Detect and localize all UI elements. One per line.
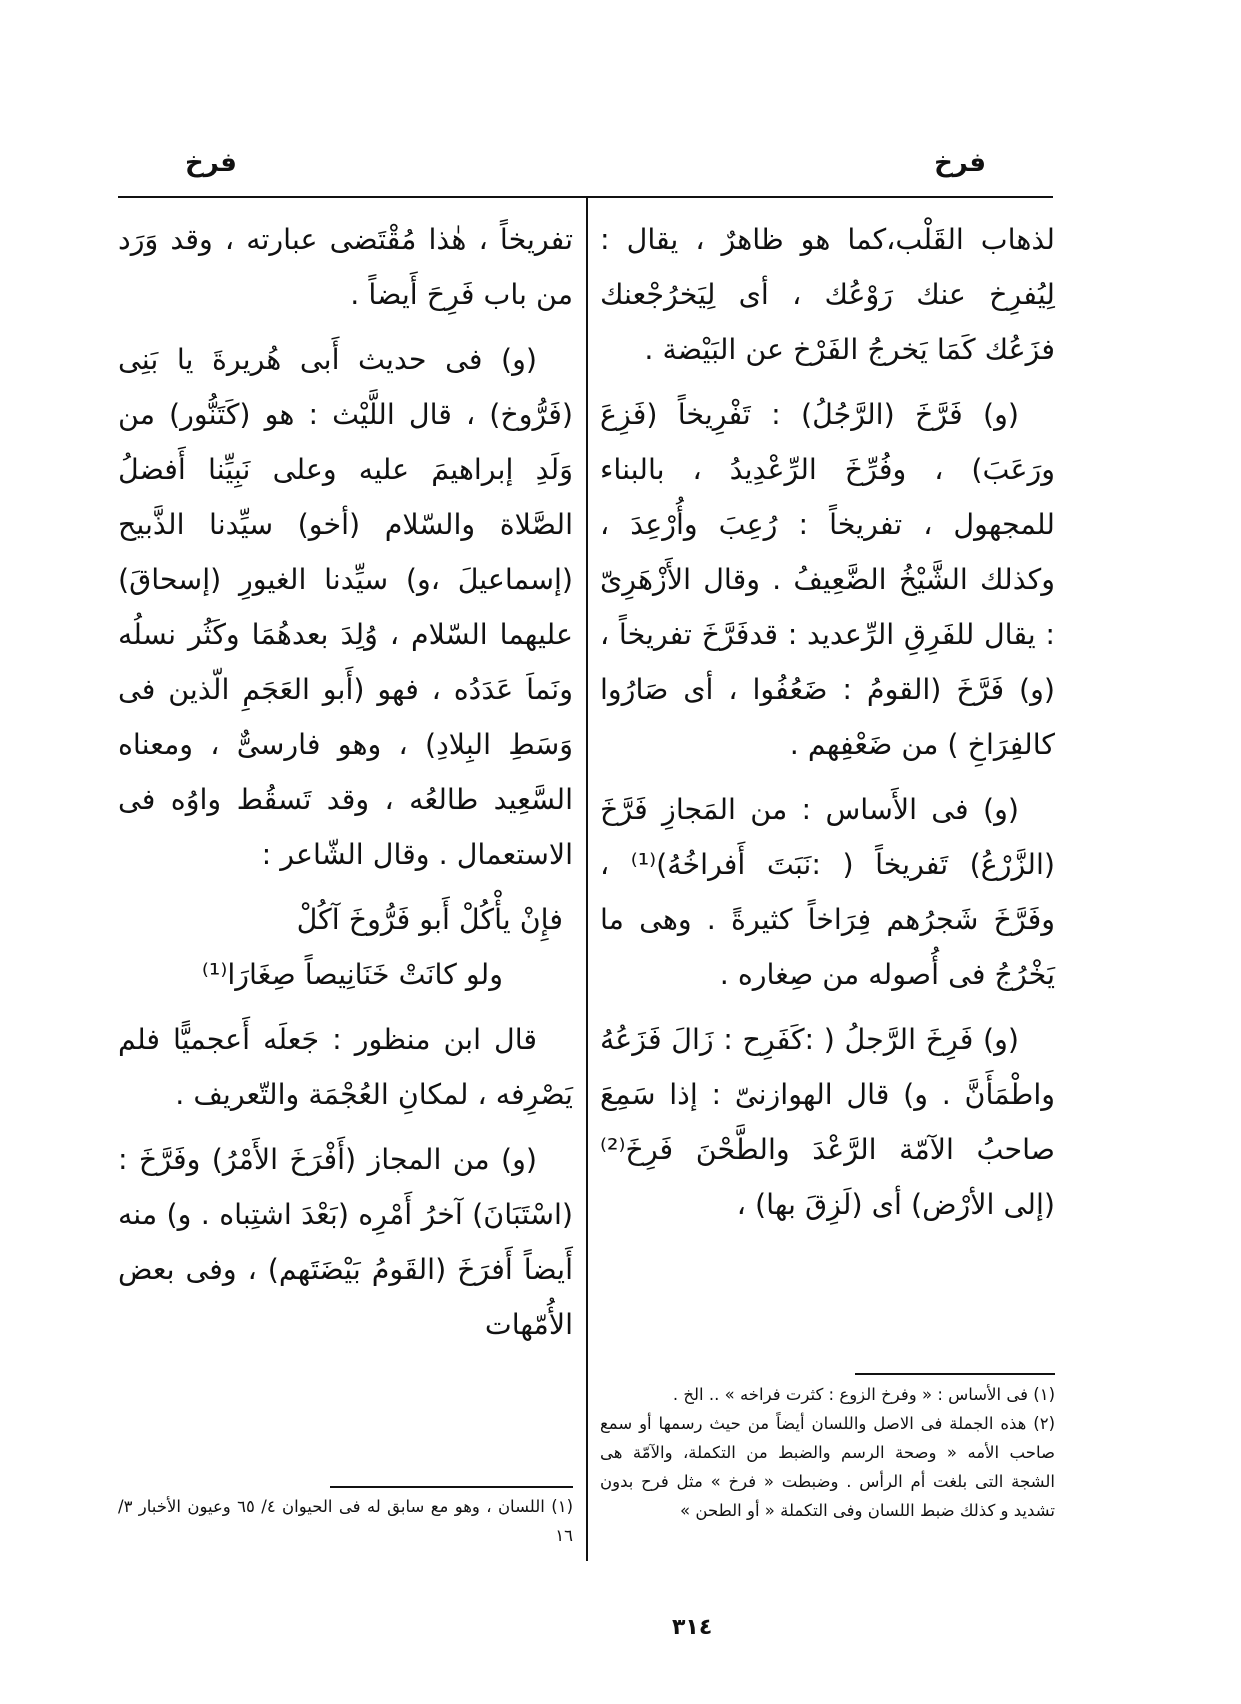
paragraph: تفريخاً ، هٰذا مُقْتَضى عبارته ، وقد وَرَد من باب فَرِحَ أَيضاً . xyxy=(118,223,573,311)
right-footnotes xyxy=(600,1380,1055,1525)
paragraph: (و) فى حديث أَبى هُريرةَ يا بَنِى (فَرُّوخ) ، قال اللَّيْث : هو (كَتَنُّور) من وَلَدِ إبراهيمَ عليه وعلى نَبِيِّنا أَفضلُ الصَّلاة والسّلام (أخو) سيِّدنا الذَّبيح (إسماعيلَ ،و) سيِّدنا الغيورِ (إسحاقَ) عليهما السّلام ، وُلِدَ بعدهُمَا وكَثُر نسلُه ونَماَ عَدَدُه ، فهو (أَبو العَجَمِ الّذين فى وَسَطِ البِلادِ) ، وهو فارسىٌّ ، ومعناه السَّعِيد طالعُه ، وقد تَسقُط واوُه فى الاستعمال . وقال الشّاعر : xyxy=(118,343,573,871)
paragraph: (و) من المجاز (أَفْرَخَ الأَمْرُ) وفَرَّخَ : (اسْتَبَانَ) آخرُ أَمْرِه (بَعْدَ اشتِباه . و) منه أَيضاً أَفرَخَ (القَومُ بَيْضَتَهم) ، وفى بعض الأُمّهات xyxy=(118,1143,573,1341)
verse-line: فإِنْ يأْكُلْ أَبو فَرُّوخَ آكُلْ xyxy=(296,903,563,936)
paragraph: (و) فَرَّخَ (الرَّجُلُ) : تَفْرِيخاً (فَزِعَ ورَعَبَ) ، وفُرِّخَ الرِّعْدِيدُ ، بالبناء للمجهول ، تفريخاً : رُعِبَ وأُرْعِدَ ، وكذلك الشَّيْخُ الضَّعِيفُ . وقال الأَزْهَرِىّ : يقال للفَرِقِ الرِّعديد : قدفَرَّخَ تفريخاً ، (و) فَرَّخَ (القومُ : ضَعُفُوا ، أى صَارُوا كالفِرَاخِ ) من ضَعْفِهم . xyxy=(600,398,1055,761)
running-head-right: فرخ xyxy=(934,148,986,178)
verse-line: ولو كانَتْ خَنَانِيصاً صِغَارَا⁽¹⁾ xyxy=(201,958,503,991)
left-footnotes xyxy=(118,1492,573,1550)
left-column xyxy=(118,212,573,1362)
page-number: ٣١٤ xyxy=(672,1615,713,1640)
footnote: (١) اللسان ، وهو مع سابق له فى الحيوان ٤/ ٦٥ وعيون الأخبار ٣/ ١٦ xyxy=(118,1497,573,1545)
right-column xyxy=(600,212,1055,1242)
column-divider xyxy=(586,196,588,1561)
footnote: (١) فى الأساس : « وفرخ الزوع : كثرت فراخه » .. الخ . xyxy=(672,1385,1055,1404)
poetry-verse xyxy=(118,892,573,1002)
footnote-rule-left xyxy=(330,1486,573,1488)
paragraph: قال ابن منظور : جَعلَه أَعجميًّا فلم يَصْرِفه ، لمكانِ العُجْمَة والتّعريف . xyxy=(118,1023,573,1111)
paragraph: (و) فَرِخَ الرَّجلُ ( :كَفَرِح : زَالَ فَزَعُهُ واطْمَأَنَّ . و) قال الهوازنىّ : إذا سَمِعَ صاحبُ الآمّة الرَّعْدَ والطَّحْنَ فَرِخَ⁽²⁾ (إلى الأرْض) أى (لَزِقَ بها) ، xyxy=(600,1023,1055,1221)
footnote-rule-right xyxy=(855,1373,1055,1375)
footnote: (٢) هذه الجملة فى الاصل واللسان أيضاً من حيث رسمها أو سمع صاحب الأمه « وصحة الرسم والضبط من التكملة، والآمّة هى الشجة التى بلغت أم الرأس . وضبطت « فرخ » مثل فرح بدون تشديد و كذلك ضبط اللسان وفى التكملة « أو الطحن » xyxy=(600,1414,1055,1520)
paragraph: لذهاب القَلْب،كما هو ظاهرٌ ، يقال : لِيُفرِخ عنك رَوْعُك ، أى لِيَخرُجْعنك فزَعُك كَمَا يَخرجُ الفَرْخ عن البَيْضة . xyxy=(600,223,1055,366)
running-head-left: فرخ xyxy=(185,148,237,178)
paragraph: (و) فى الأَساس : من المَجازِ فَرَّخَ (الزَّرْعُ) تَفريخاً ( :نَبَتَ أَفراخُهُ)⁽¹⁾ ، وفَرَّخَ شَجرُهم فِرَاخاً كثيرةً . وهى ما يَخْرُجُ فى أُصوله من صِغاره . xyxy=(600,793,1055,991)
